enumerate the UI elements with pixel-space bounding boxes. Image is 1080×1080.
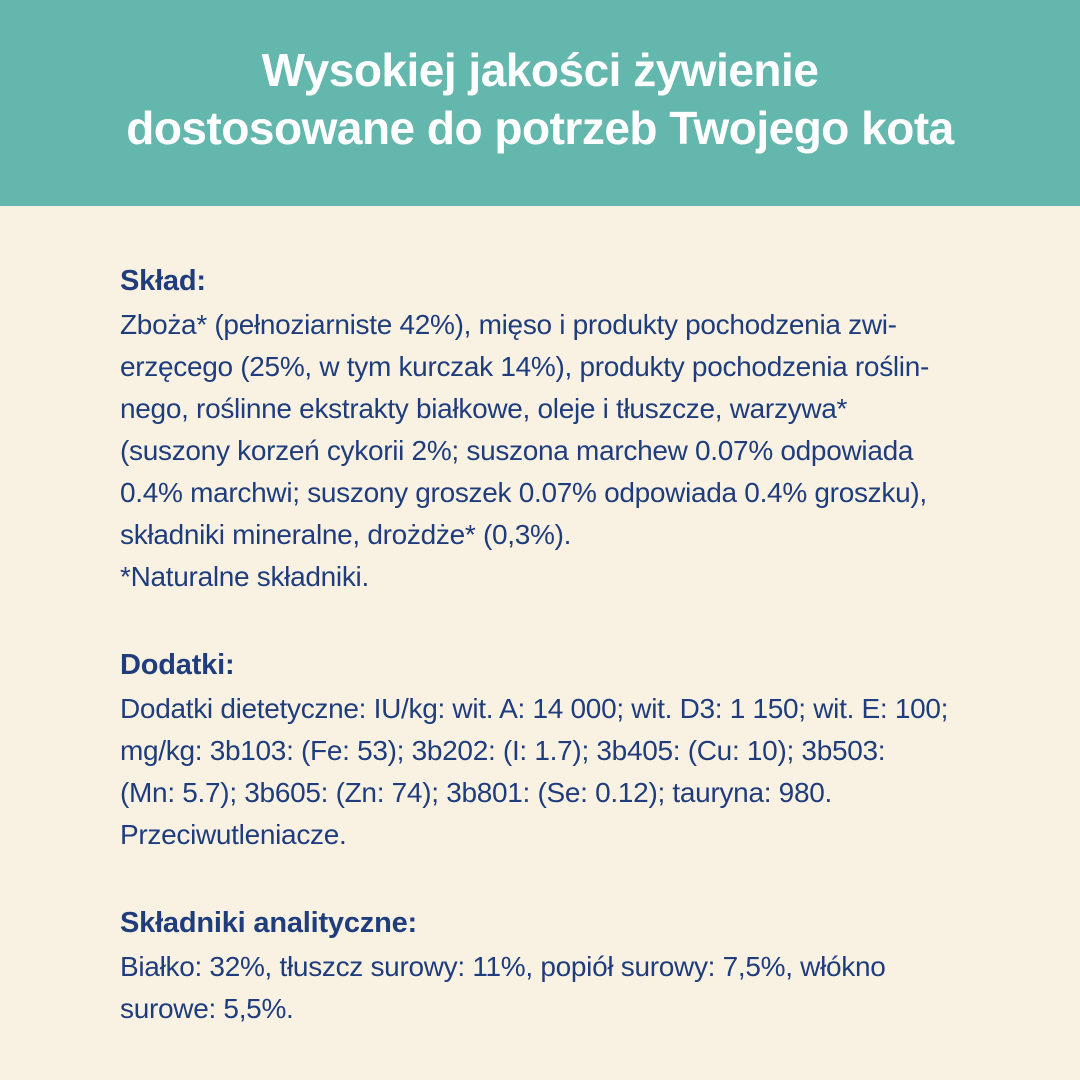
section-analytical <box>120 902 980 1030</box>
ingredients-line: nego, roślinne ekstrakty białkowe, oleje i tłuszcze, warzywa* <box>120 393 848 424</box>
analytical-line: Białko: 32%, tłuszcz surowy: 11%, popiół surowy: 7,5%, włókno <box>120 951 886 982</box>
info-content <box>0 206 1080 1030</box>
additives-line: mg/kg: 3b103: (Fe: 53); 3b202: (I: 1.7); 3b405: (Cu: 10); 3b503: <box>120 735 886 766</box>
page-title-line-2: dostosowane do potrzeb Twojego kota <box>126 102 954 154</box>
additives-line: Dodatki dietetyczne: IU/kg: wit. A: 14 000; wit. D3: 1 150; wit. E: 100; <box>120 693 949 724</box>
analytical-heading: Składniki analityczne: <box>120 907 417 939</box>
section-ingredients <box>120 260 980 598</box>
additives-line: (Mn: 5.7); 3b605: (Zn: 74); 3b801: (Se: 0.12); tauryna: 980. <box>120 777 832 808</box>
ingredients-line: Zboża* (pełnoziarniste 42%), mięso i produkty pochodzenia zwi- <box>120 309 897 340</box>
additives-heading: Dodatki: <box>120 649 235 681</box>
ingredients-footnote: *Naturalne składniki. <box>120 561 369 592</box>
ingredients-line: składniki mineralne, drożdże* (0,3%). <box>120 519 572 550</box>
ingredients-heading: Skład: <box>120 265 206 297</box>
additives-line: Przeciwutleniacze. <box>120 819 347 850</box>
ingredients-line: (suszony korzeń cykorii 2%; suszona marchew 0.07% odpowiada <box>120 435 914 466</box>
page-title <box>126 41 954 157</box>
ingredients-line: erzęcego (25%, w tym kurczak 14%), produkty pochodzenia roślin- <box>120 351 930 382</box>
ingredients-line: 0.4% marchwi; suszony groszek 0.07% odpowiada 0.4% groszku), <box>120 477 927 508</box>
header-band <box>0 0 1080 206</box>
section-additives <box>120 644 980 856</box>
page-title-line-1: Wysokiej jakości żywienie <box>261 44 819 96</box>
analytical-line: surowe: 5,5%. <box>120 993 294 1024</box>
